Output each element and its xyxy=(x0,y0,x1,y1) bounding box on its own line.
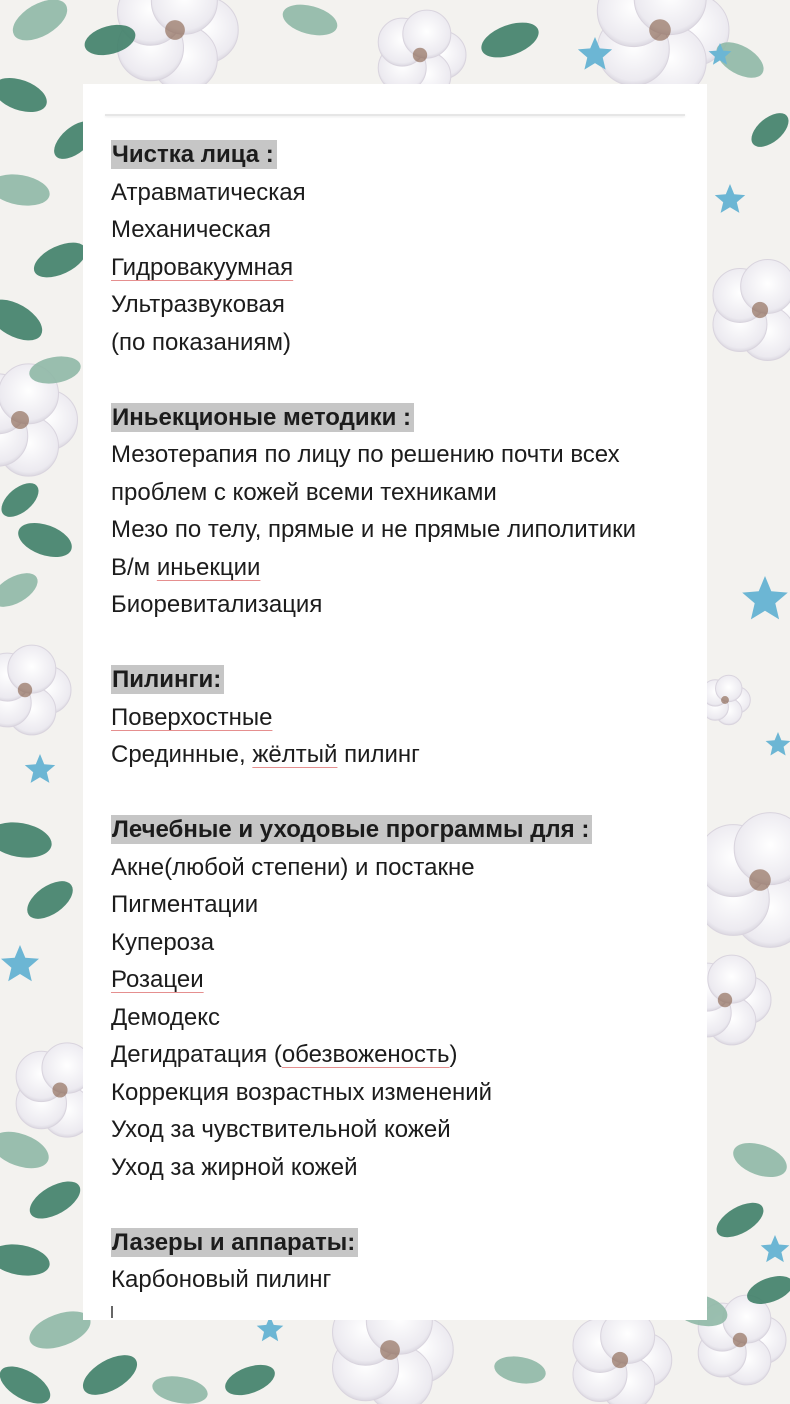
eucalyptus-leaf-icon xyxy=(0,291,49,349)
services-list xyxy=(111,136,707,1299)
service-item-text: Пигментации xyxy=(111,891,259,918)
cotton-boll-icon xyxy=(649,19,671,41)
service-item-text-pre: В/м xyxy=(111,553,157,581)
service-item-text: Мезо по телу, прямые и не прямые липолитики xyxy=(111,516,637,543)
cotton-boll-icon xyxy=(752,302,768,318)
service-item-text: Механическая xyxy=(111,216,272,243)
eucalyptus-leaf-icon xyxy=(729,1136,790,1183)
cotton-flower-icon xyxy=(8,645,56,693)
service-item xyxy=(111,849,707,887)
cotton-boll-icon xyxy=(18,683,32,697)
service-item-text-post: пилинг xyxy=(337,741,420,768)
section-heading xyxy=(111,661,707,699)
eucalyptus-leaf-icon xyxy=(24,1174,86,1226)
section-heading-text: Чистка лица : xyxy=(111,140,277,169)
service-item-text: Биоревитализация xyxy=(111,591,323,618)
service-item-text: Демодекс xyxy=(111,1003,221,1031)
star-icon xyxy=(715,184,745,213)
service-item xyxy=(111,511,707,549)
service-item-text-u: обезвоженость xyxy=(281,1041,450,1068)
eucalyptus-leaf-icon xyxy=(745,107,790,154)
cotton-boll-icon xyxy=(11,411,29,429)
cotton-boll-icon xyxy=(165,20,185,40)
service-item-text: Акне(любой степени) и постакне xyxy=(111,853,475,881)
service-item xyxy=(111,999,707,1037)
cotton-flower-icon xyxy=(716,675,742,701)
service-item-text: Атравматическая xyxy=(111,178,306,206)
service-item-text: Купероза xyxy=(111,928,215,956)
eucalyptus-leaf-icon xyxy=(77,1347,144,1403)
services-card xyxy=(83,84,707,1320)
cotton-boll-icon xyxy=(749,869,771,891)
star-icon xyxy=(761,1235,790,1262)
service-item xyxy=(111,549,707,587)
cotton-boll-icon xyxy=(413,48,427,62)
service-item xyxy=(111,324,707,362)
service-item xyxy=(111,924,707,962)
star-icon xyxy=(766,732,790,756)
cotton-flower-icon xyxy=(403,10,451,58)
eucalyptus-leaf-icon xyxy=(477,16,544,65)
service-item xyxy=(111,211,707,249)
top-divider xyxy=(105,114,685,116)
eucalyptus-leaf-icon xyxy=(221,1359,279,1401)
cotton-boll-icon xyxy=(612,1352,628,1368)
service-item xyxy=(111,1074,707,1112)
eucalyptus-leaf-icon xyxy=(0,71,51,118)
eucalyptus-leaf-icon xyxy=(0,566,43,614)
eucalyptus-leaf-icon xyxy=(279,0,340,41)
service-item-text-u: жёлтый xyxy=(252,741,338,768)
eucalyptus-leaf-icon xyxy=(0,477,45,524)
eucalyptus-leaf-icon xyxy=(0,818,54,863)
service-item-text: Гидровакуумная xyxy=(111,253,294,281)
star-icon xyxy=(25,754,55,783)
service-item xyxy=(111,1261,707,1299)
cotton-flower-icon xyxy=(708,955,756,1003)
eucalyptus-leaf-icon xyxy=(711,1196,769,1245)
service-item xyxy=(111,474,707,512)
section-gap xyxy=(111,624,707,662)
service-item-text: Поверхостные xyxy=(111,703,273,731)
service-item xyxy=(111,1036,707,1074)
cut-off-line-fragment xyxy=(111,1294,311,1320)
eucalyptus-leaf-icon xyxy=(150,1372,210,1404)
service-item xyxy=(111,699,707,737)
service-item xyxy=(111,174,707,212)
section-gap xyxy=(111,361,707,399)
cotton-boll-icon xyxy=(52,1082,67,1097)
service-item-text: Ультразвуковая xyxy=(111,291,285,318)
service-item-text: Уход за жирной кожей xyxy=(111,1153,358,1181)
section-heading-text: Лечебные и уходовые программы для : xyxy=(111,815,592,844)
section-gap xyxy=(111,1186,707,1224)
eucalyptus-leaf-icon xyxy=(21,874,80,927)
service-item xyxy=(111,1149,707,1187)
section-heading-text: Иньекционые методики : xyxy=(111,403,414,432)
section-heading xyxy=(111,136,707,174)
service-item-text: Розацеи xyxy=(111,966,204,993)
cotton-boll-icon xyxy=(718,993,732,1007)
service-item-text-pre: Дегидратация ( xyxy=(111,1041,282,1068)
service-item-text-post: ) xyxy=(449,1041,458,1068)
eucalyptus-leaf-icon xyxy=(0,170,52,210)
service-item-text: Уход за чувствительной кожей xyxy=(111,1116,451,1143)
eucalyptus-leaf-icon xyxy=(29,235,92,284)
service-item-text: Мезотерапия по лицу по решению почти всех xyxy=(111,441,620,468)
service-item-text: (по показаниям) xyxy=(111,328,291,356)
service-item xyxy=(111,886,707,924)
service-item xyxy=(111,249,707,287)
eucalyptus-leaf-icon xyxy=(0,1125,54,1176)
service-item-text: проблем с кожей всеми техниками xyxy=(111,478,497,506)
eucalyptus-leaf-icon xyxy=(0,1240,52,1280)
eucalyptus-leaf-icon xyxy=(0,1359,56,1404)
section-heading xyxy=(111,399,707,437)
eucalyptus-leaf-icon xyxy=(6,0,74,49)
service-item-text: Коррекция возрастных изменений xyxy=(111,1078,493,1106)
cotton-boll-icon xyxy=(380,1340,400,1360)
service-item xyxy=(111,586,707,624)
cotton-boll-icon xyxy=(733,1333,747,1347)
section-gap xyxy=(111,774,707,812)
service-item xyxy=(111,961,707,999)
section-heading xyxy=(111,1224,707,1262)
star-icon xyxy=(742,576,788,619)
service-item xyxy=(111,736,707,774)
service-item-text: Карбоновый пилинг xyxy=(111,1266,332,1293)
cotton-boll-icon xyxy=(721,696,729,704)
service-item-text-pre: Срединные, xyxy=(111,741,253,768)
section-heading-text: Лазеры и аппараты: xyxy=(111,1228,358,1257)
service-item xyxy=(111,286,707,324)
service-item-text-u: иньекции xyxy=(156,553,261,581)
eucalyptus-leaf-icon xyxy=(14,516,77,563)
eucalyptus-leaf-icon xyxy=(492,1353,548,1388)
service-item xyxy=(111,1111,707,1149)
service-item xyxy=(111,436,707,474)
section-heading xyxy=(111,811,707,849)
section-heading-text: Пилинги: xyxy=(111,665,224,694)
star-icon xyxy=(1,945,39,981)
